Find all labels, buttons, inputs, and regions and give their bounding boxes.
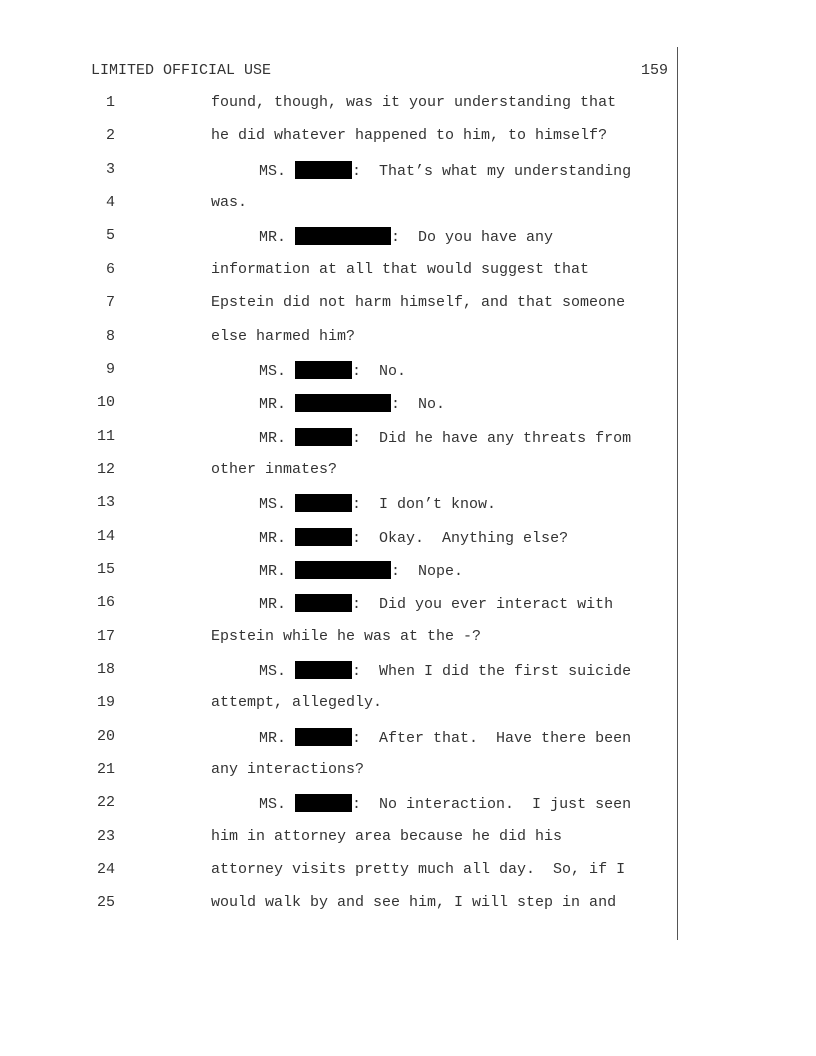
speaker-title: MR. (259, 562, 287, 580)
transcript-line (0, 94, 676, 114)
line-number: 13 (96, 494, 115, 512)
line-number: 7 (105, 294, 115, 312)
line-text: him in attorney area because he did his (211, 827, 563, 845)
speaker-title: MS. (259, 796, 287, 814)
line-number: 18 (96, 661, 115, 678)
redaction-box (295, 794, 352, 812)
line-number: 12 (96, 460, 115, 478)
line-number: 15 (96, 560, 115, 578)
redaction-box (295, 661, 352, 679)
redaction-box (295, 561, 391, 579)
line-text: else harmed him? (211, 327, 356, 345)
speaker-statement: : No. (391, 396, 446, 414)
line-number: 24 (96, 861, 115, 879)
line-text: he did whatever happened to him, to himself? (211, 127, 608, 145)
line-number: 3 (105, 160, 115, 178)
line-number: 10 (96, 394, 115, 412)
transcript-line (0, 561, 676, 581)
transcript-line (0, 461, 676, 481)
speaker-title: MS. (259, 162, 287, 180)
transcript-line (0, 628, 676, 648)
redaction-box (295, 528, 352, 546)
line-text: attorney visits pretty much all day. So, if I (211, 861, 626, 879)
transcript-line (0, 661, 676, 681)
speaker-line (259, 561, 463, 580)
speaker-statement: : When I did the first suicide (352, 663, 632, 680)
speaker-line (259, 428, 631, 447)
line-number: 21 (96, 761, 115, 778)
speaker-statement: : Nope. (391, 562, 464, 580)
speaker-statement: : Okay. Anything else? (352, 529, 569, 547)
speaker-title: MR. (259, 229, 287, 247)
transcript-line (0, 894, 676, 914)
speaker-statement: : Did you ever interact with (352, 596, 614, 614)
speaker-title: MR. (259, 429, 287, 447)
line-number: 1 (105, 94, 115, 111)
speaker-title: MS. (259, 496, 287, 514)
line-text: Epstein did not harm himself, and that someone (211, 294, 626, 312)
transcript-line (0, 528, 676, 548)
redaction-box (295, 227, 391, 245)
speaker-statement: : After that. Have there been (352, 729, 632, 747)
line-text: any interactions? (211, 761, 365, 778)
redaction-box (295, 394, 391, 412)
speaker-statement: : That’s what my understanding (352, 162, 632, 180)
redaction-box (295, 361, 352, 379)
transcript-line (0, 428, 676, 448)
speaker-title: MR. (259, 729, 287, 747)
transcript-line (0, 494, 676, 514)
speaker-title: MS. (259, 362, 287, 380)
line-number: 16 (96, 594, 115, 612)
line-number: 20 (96, 727, 115, 745)
speaker-line (259, 661, 631, 680)
line-text: attempt, allegedly. (211, 694, 383, 712)
line-number: 2 (105, 127, 115, 145)
redaction-box (295, 161, 352, 179)
line-number: 14 (96, 527, 115, 545)
transcript-line (0, 861, 676, 881)
transcript-line (0, 227, 676, 247)
line-number: 17 (96, 627, 115, 645)
speaker-title: MR. (259, 396, 287, 414)
transcript-line (0, 161, 676, 181)
transcript-line (0, 761, 676, 781)
transcript-line (0, 728, 676, 748)
line-number: 9 (105, 360, 115, 378)
speaker-line (259, 594, 613, 613)
line-number: 22 (96, 794, 115, 812)
transcript-line (0, 828, 676, 848)
redaction-box (295, 594, 352, 612)
transcript-line (0, 261, 676, 281)
line-number: 23 (96, 827, 115, 845)
speaker-title: MS. (259, 663, 287, 680)
speaker-line (259, 794, 631, 813)
speaker-statement: : Did he have any threats from (352, 429, 632, 447)
speaker-statement: : Do you have any (391, 229, 554, 247)
line-number: 11 (96, 427, 115, 445)
redaction-box (295, 428, 352, 446)
speaker-line (259, 494, 496, 513)
line-number: 8 (105, 327, 115, 345)
transcript-line (0, 361, 676, 381)
line-text: other inmates? (211, 460, 338, 478)
speaker-line (259, 361, 406, 380)
line-number: 6 (105, 260, 115, 278)
line-number: 19 (96, 694, 115, 712)
line-text: information at all that would suggest that (211, 260, 590, 278)
transcript-line (0, 328, 676, 348)
speaker-line (259, 394, 445, 413)
speaker-line (259, 728, 631, 747)
line-number: 4 (105, 194, 115, 212)
line-number: 25 (96, 894, 115, 912)
speaker-statement: : No interaction. I just seen (352, 796, 632, 814)
line-text: Epstein while he was at the -? (211, 627, 482, 645)
transcript-line (0, 294, 676, 314)
line-text: found, though, was it your understanding that (211, 94, 617, 111)
page-number: 159 (640, 62, 668, 79)
transcript-line (0, 694, 676, 714)
classification-marking: LIMITED OFFICIAL USE (91, 62, 272, 79)
transcript-line (0, 127, 676, 147)
transcript-line (0, 194, 676, 214)
line-number: 5 (105, 227, 115, 245)
right-margin-rule (677, 47, 678, 940)
line-text: would walk by and see him, I will step in and (211, 894, 617, 912)
redaction-box (295, 728, 352, 746)
speaker-title: MR. (259, 529, 287, 547)
transcript-line (0, 594, 676, 614)
speaker-statement: : No. (352, 362, 407, 380)
speaker-title: MR. (259, 596, 287, 614)
speaker-line (259, 227, 553, 246)
transcript-line (0, 394, 676, 414)
speaker-line (259, 528, 568, 547)
speaker-statement: : I don’t know. (352, 496, 497, 514)
transcript-line (0, 794, 676, 814)
line-text: was. (211, 194, 248, 212)
speaker-line (259, 161, 631, 180)
redaction-box (295, 494, 352, 512)
